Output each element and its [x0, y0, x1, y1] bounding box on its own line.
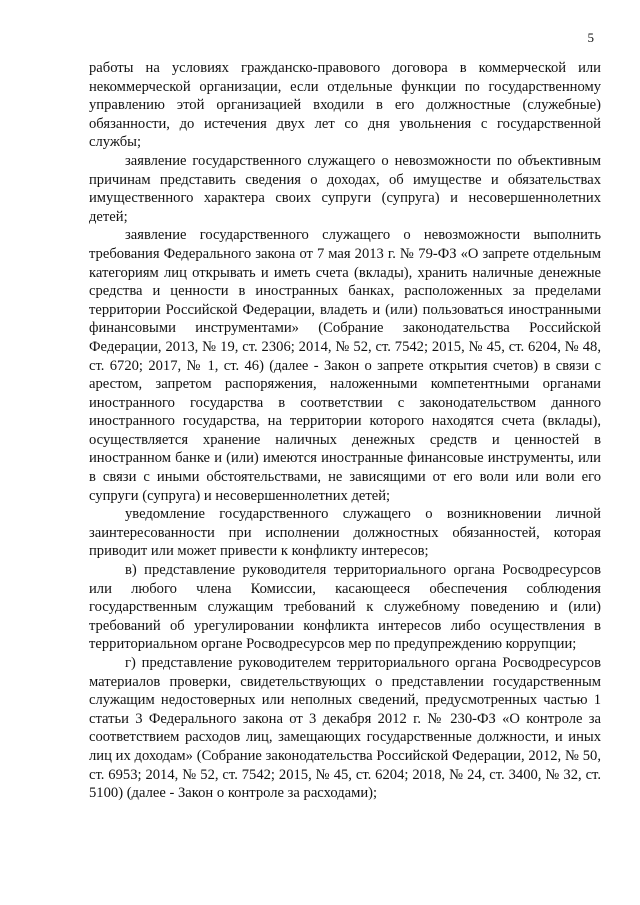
- paragraph-item-g: г) представление руководителем территориального органа Росводресурсов материалов проверки, свидетельствующих о представлении государственным служащим недостоверных или неполных сведений, предусмотренных частью 1 статьи 3 Федерального закона от 3 декабря 2012 г. № 230-ФЗ «О контроле за соответствием расходов лиц, замещающих государственные должности, и иных лиц их доходам» (Собрание законодательства Российской Федерации, 2012, № 50, ст. 6953; 2014, № 52, ст. 7542; 2015, № 45, ст. 6204; 2018, № 24, ст. 3400, № 32, ст. 5100) (далее - Закон о контроле за расходами);: [89, 655, 601, 802]
- paragraph-foreign-accounts: заявление государственного служащего о невозможности выполнить требования Федерального закона от 7 мая 2013 г. № 79-ФЗ «О запрете отдельным категориям лиц открывать и иметь счета (вклады), хранить наличные денежные средства и ценности в иностранных банках, расположенных за пределами территории Российской Федерации, владеть и (или) пользоваться иностранными финансовыми инструментами» (Собрание законодательства Российской Федерации, 2013, № 19, ст. 2306; 2014, № 52, ст. 7542; 2015, № 45, ст. 6204, № 48, ст. 6720; 2017, № 1, ст. 46) (далее - Закон о запрете открытия счетов) в связи с арестом, запретом распоряжения, наложенными компетентными органами иностранного государства в соответствии с законодательством данного иностранного государства, на территории которого находятся счета (вклады), осуществляется хранение наличных денежных средств и ценностей в иностранном банке и (или) имеются иностранные финансовые инструменты, или в связи с иными обстоятельствами, не зависящими от его воли или воли его супруги (супруга) и несовершеннолетних детей;: [89, 227, 601, 504]
- paragraph-employment-terms: работы на условиях гражданско-правового договора в коммерческой или некоммерческой организации, если отдельные функции по государственному управлению этой организацией входили в его должностные (служебные) обязанности, до истечения двух лет со дня увольнения с государственной службы;: [89, 60, 601, 151]
- paragraph-income-statement: заявление государственного служащего о невозможности по объективным причинам представить сведения о доходах, об имуществе и обязательствах имущественного характера своих супруги (супруга) и несовершеннолетних детей;: [89, 152, 601, 225]
- page-number: 5: [587, 30, 594, 45]
- document-body: [89, 59, 601, 803]
- paragraph-item-v: в) представление руководителя территориального органа Росводресурсов или любого члена Комиссии, касающееся обеспечения соблюдения государственным служащим требований к служебному поведению и (или) требований об урегулировании конфликта интересов либо осуществления в территориальном органе Росводресурсов мер по предупреждению коррупции;: [89, 562, 601, 653]
- paragraph-conflict-notice: уведомление государственного служащего о возникновении личной заинтересованности при исполнении должностных обязанностей, которая приводит или может привести к конфликту интересов;: [89, 506, 601, 560]
